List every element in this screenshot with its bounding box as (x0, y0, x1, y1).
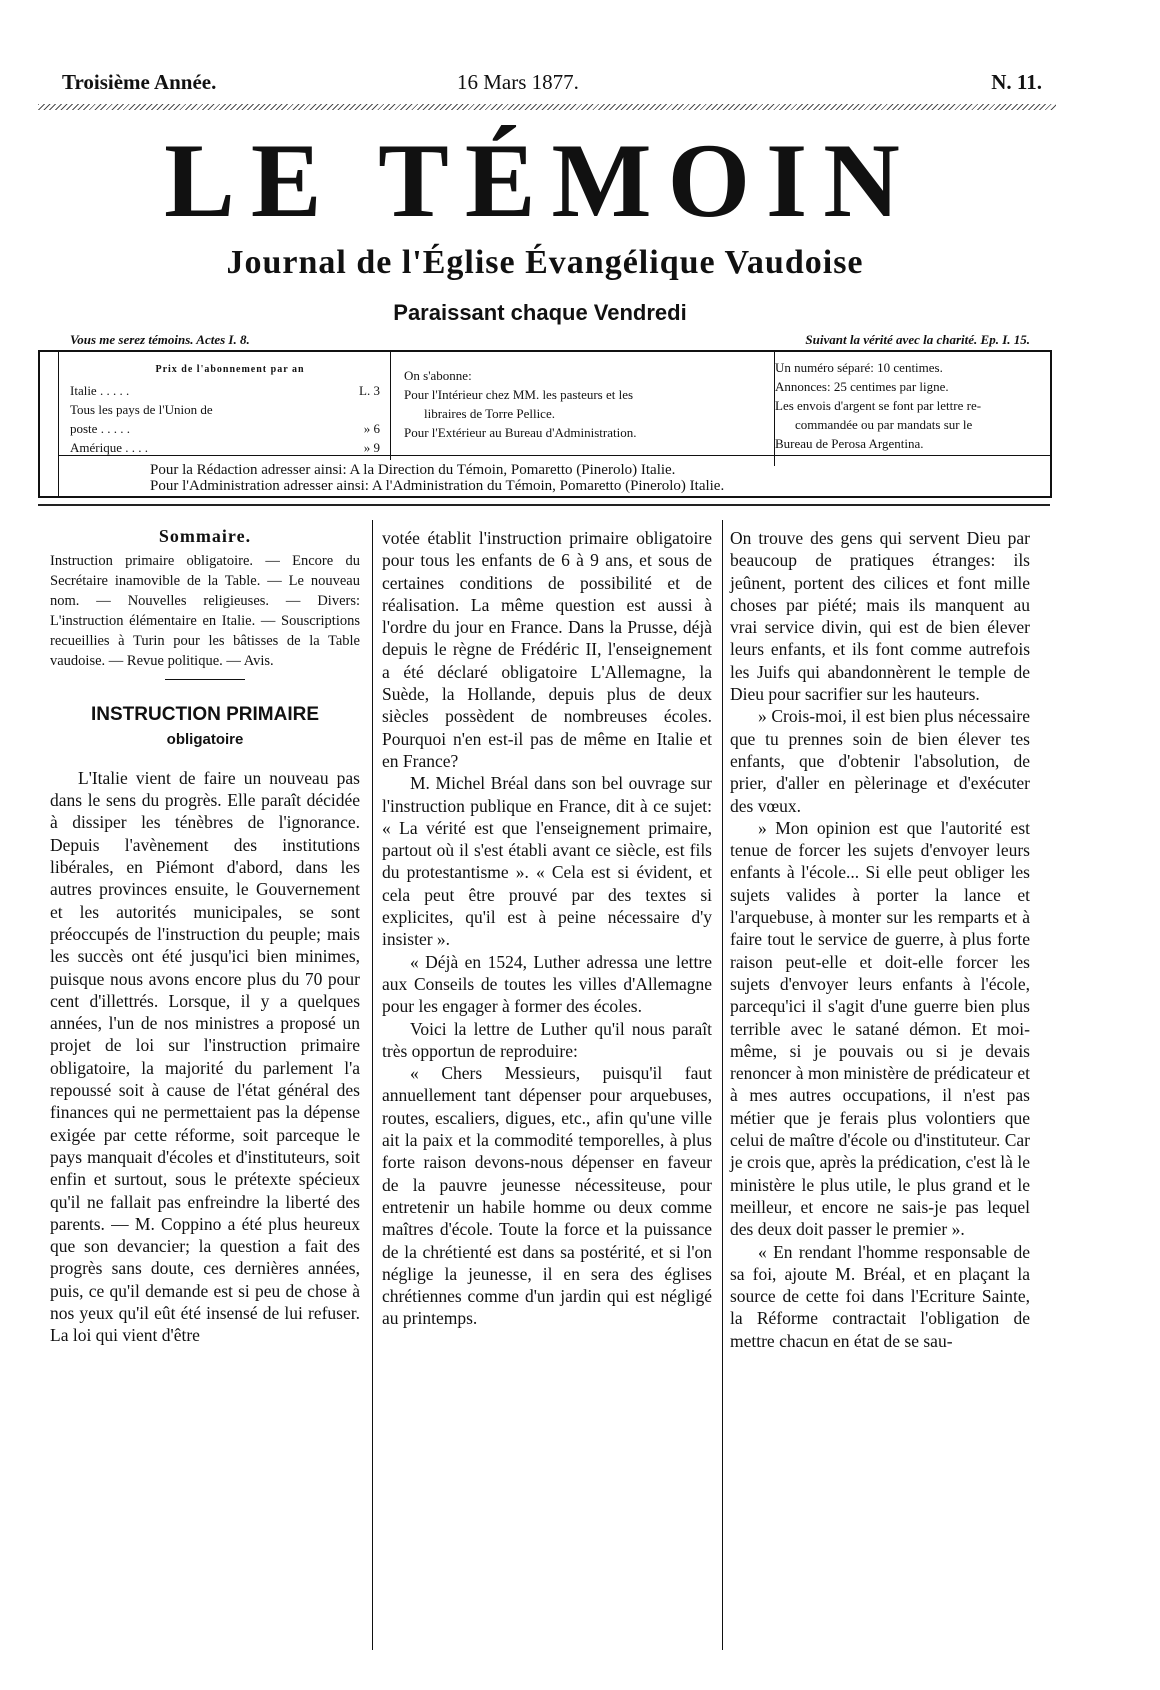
article-paragraph: On trouve des gens qui servent Dieu par beaucoup de pratiques étranges: ils jeûnent, portent des cilices et font mille choses par piété; mais ils manquent au vrai service divin, qui est de bien élever leurs enfants, et ils font comme autrefois les Juifs qui abandonnèrent le temple de Dieu pour sacrifier sur les hauteurs. (730, 528, 1030, 705)
subscribe-line: libraires de Torre Pellice. (424, 406, 555, 421)
sommaire-text: Instruction primaire obligatoire. — Encore du Secrétaire inamovible de la Table. — Le nouveau nom. — Nouvelles religieuses. — Divers: L'instruction élémentaire en Italie. — Souscriptions recueillies à Turin pour les bâtisses de la Table vaudoise. — Revue politique. — Avis. (50, 553, 360, 670)
article-paragraph: « En rendant l'homme responsable de sa foi, ajoute M. Bréal, et en plaçant la source de cette foi dans l'Ecriture Sainte, la Réforme contractait l'obligation de mettre chacun en état de se sau- (730, 1241, 1030, 1351)
notice-line: Annonces: 25 centimes par ligne. (775, 379, 949, 394)
article-paragraph: « Chers Messieurs, puisqu'il faut annuellement tant dépenser pour arquebuses, routes, escaliers, digues, etc., afin qu'une ville ait la paix et la commodité temporelles, à plus forte raison devons-nous dépenser en faveur de la pauvre jeunesse nécessiteuse, pour entretenir un habile homme ou deux comme maîtres d'école. Toute la force et la puissance de la chrétienté est dans sa postérité, et si l'on néglige la jeunesse, il en sera des églises chrétiennes comme d'un jardin qui est négligé au printemps. (382, 1063, 712, 1329)
sommaire-title: Sommaire. (158, 526, 252, 546)
box-underline (38, 504, 1050, 506)
article-paragraph: votée établit l'instruction primaire obligatoire pour tous les enfants de 6 à 9 ans, et sous de certaines conditions de possibilité et de réalisation. La même question est aussi à l'ordre du jour en France. Dans la Prusse, déjà depuis le règne de Frédéric II, l'enseignement a été déclaré obligatoire L'Allemagne, la Suède, la Hollande, depuis plus de deux siècles possèdent de nombreuses écoles. Pourquoi n'en est-il pas de même en Italie et en France? (382, 528, 712, 771)
box-divider (58, 455, 1050, 456)
price-row: Tous les pays de l'Union de (70, 402, 213, 417)
price-column (70, 352, 391, 460)
price-heading: Prix de l'abonnement par an (155, 364, 305, 375)
column-separator (372, 520, 373, 1650)
top-rule (38, 104, 1056, 110)
issue-line (62, 70, 1042, 100)
notice-column (775, 352, 1040, 458)
notice-line: commandée ou par mandats sur le (795, 417, 973, 432)
article-paragraph: « Déjà en 1524, Luther adressa une lettre aux Conseils de toutes les villes d'Allemagne pour les engager à former des écoles. (382, 951, 712, 1017)
notice-line: Un numéro séparé: 10 centimes. (775, 360, 943, 375)
subscribe-line: Pour l'Extérieur au Bureau d'Administration. (404, 425, 637, 440)
column-1 (50, 525, 360, 1347)
address-redaction: Pour la Rédaction adresser ainsi: A la Direction du Témoin, Pomaretto (Pinerolo) Italie. (150, 462, 676, 478)
article-paragraph: » Crois-moi, il est bien plus nécessaire que tu prennes soin de bien élever tes enfants, que d'obtenir l'absolution, de prier, d'aller en pèlerinage et d'exécuter des vœux. (730, 706, 1030, 816)
subscribe-line: Pour l'Intérieur chez MM. les pasteurs et les (404, 387, 634, 402)
article-paragraph: L'Italie vient de faire un nouveau pas dans le sens du progrès. Elle paraît décidée à dissiper les ténèbres de l'ignorance. Depuis l'avènement des institutions libérales, en Piémont d'abord, dans les autres provinces ensuite, le Gouvernement et les autorités municipales, se sont préoccupés de l'instruction du peuple; mais les succès ont été jusqu'ici bien minimes, puisque nous avons encore plus du 70 pour cent d'illettrés. Lorsque, il y a quelques années, l'un de nos ministres a proposé un projet de loi sur l'instruction primaire obligatoire, la majorité du parlement l'a repoussé soit à cause de l'état général des finances qui ne permettaient pas la dépense exigée par cette réforme, soit parceque le pays manquait d'écoles et d'instituteurs, soit enfin et surtout, sous le prétexte spécieux qu'il ne fallait pas enfreindre la liberté des parents. — M. Coppino a été plus heureux que son devancier; la question a fait des progrès sans doute, ces dernières années, puis, ce qu'il demande est si peu de chose à nos yeux qu'il eût été insensé de lui refuser. La loi qui vient d'être (50, 767, 360, 1346)
subscribe-line: On s'abonne: (404, 368, 472, 383)
article-title: INSTRUCTION PRIMAIRE (91, 704, 319, 726)
article-paragraph: » Mon opinion est que l'autorité est tenue de forcer les sujets d'envoyer leurs enfants à l'école... Si elle peut obliger les sujets valides à porter la lance et l'arquebuse, à monter sur les remparts et à faire tout le service de guerre, à plus forte raison peut-elle et doit-elle forcer les sujets d'envoyer leurs enfants à l'école, parcequ'ici il s'agit d'une guerre bien plus terrible avec le satané démon. Et moi-même, si je pouvais ou si je devais renoncer à mon ministère de prédicateur et à mes autres occupations, il n'est pas métier que je ferais plus volontiers que celui de maître d'école ou d'instituteur. Car je crois que, après la prédication, c'est là le ministère le plus utile, le plus grand et le meilleur, et encore ne sais-je pas lequel des deux doit passer le premier ». (730, 817, 1030, 1240)
price-row: poste . . . . . » 6 (70, 421, 380, 436)
subscription-box (38, 350, 1052, 498)
article-subtitle: obligatoire (166, 730, 244, 748)
column-3 (730, 527, 1030, 1352)
price-row: Amérique . . . . » 9 (70, 440, 380, 455)
publication-frequency: Paraissant chaque Vendredi (393, 300, 687, 325)
notice-line: Bureau de Perosa Argentina. (775, 436, 924, 451)
address-administration: Pour l'Administration adresser ainsi: A l'Administration du Témoin, Pomaretto (Pinerolo) Italie. (150, 478, 725, 494)
newspaper-subtitle: Journal de l'Église Évangélique Vaudoise (226, 244, 864, 281)
section-rule (165, 679, 245, 680)
issue-date: 16 Mars 1877. (457, 70, 579, 94)
price-row: Italie . . . . . L. 3 (70, 383, 380, 398)
issue-year: Troisième Année. (62, 70, 217, 94)
newspaper-title: LE TÉMOIN (164, 122, 916, 239)
column-separator (722, 520, 723, 1650)
box-divider (58, 352, 59, 496)
column-2 (382, 527, 712, 1330)
subscribe-column (392, 352, 775, 466)
article-paragraph: Voici la lettre de Luther qu'il nous paraît très opportun de reproduire: (382, 1018, 712, 1061)
article-paragraph: M. Michel Bréal dans son bel ouvrage sur l'instruction publique en France, dit à ce sujet: « La vérité est que l'enseignement primaire, partout où il s'est établi avant ce siècle, est fils du protestantisme ». « Cela est si évident, et cela peut être prouvé par des textes si explicites, qu'il est à peine nécessaire d'y insister ». (382, 773, 712, 950)
motto-left: Vous me serez témoins. Actes I. 8. (70, 332, 250, 347)
notice-line: Les envois d'argent se font par lettre re- (775, 398, 982, 413)
issue-number: N. 11. (991, 70, 1042, 94)
motto-right: Suivant la vérité avec la charité. Ep. I. 15. (805, 332, 1030, 347)
